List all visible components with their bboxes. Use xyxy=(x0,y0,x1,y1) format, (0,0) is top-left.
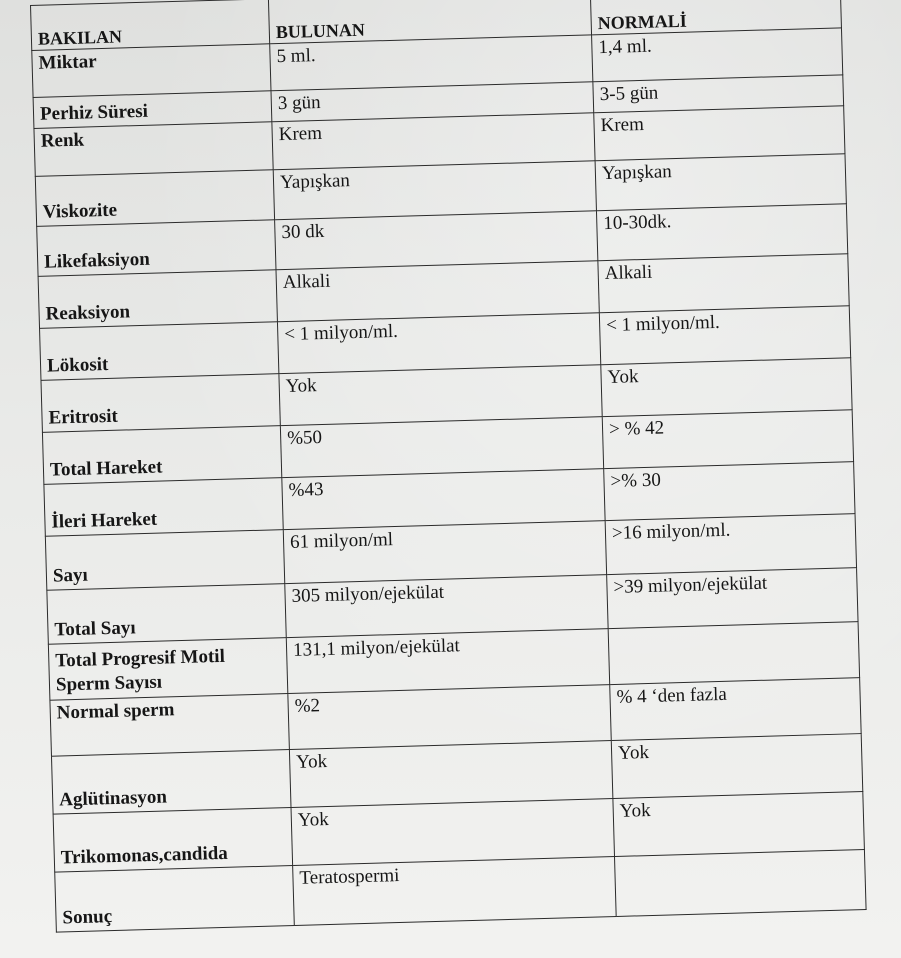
row-found: %2 xyxy=(288,685,611,750)
row-found: Yok xyxy=(291,799,614,866)
row-normal: 10-30dk. xyxy=(596,204,847,261)
row-normal: Yok xyxy=(611,734,863,799)
row-param: Total Progresif Motil Sperm Sayısı xyxy=(48,638,287,701)
row-param: İleri Hareket xyxy=(44,478,283,537)
row-normal: >16 milyon/ml. xyxy=(605,514,856,575)
row-normal: > % 42 xyxy=(602,410,853,469)
row-normal: Yok xyxy=(601,358,852,417)
row-param: Eritrosit xyxy=(41,374,280,433)
row-param: Sonuç xyxy=(55,866,295,933)
row-found: Krem xyxy=(272,113,595,170)
row-param: Renk xyxy=(34,122,273,177)
row-found: %43 xyxy=(282,469,605,530)
row-found: 61 milyon/ml xyxy=(283,521,606,584)
row-normal: Yapışkan xyxy=(595,154,846,211)
row-param: Total Hareket xyxy=(42,426,281,485)
row-found: %50 xyxy=(280,417,603,478)
row-param: Aglütinasyon xyxy=(51,750,291,815)
column-header-normali: NORMALİ xyxy=(590,0,841,35)
row-param: Lökosit xyxy=(40,322,279,381)
row-found: Yok xyxy=(289,741,612,808)
semen-analysis-report xyxy=(30,0,866,933)
row-param: Reaksiyon xyxy=(38,270,277,329)
column-header-bakilan: BAKILAN xyxy=(31,0,270,50)
row-param: Likefaksiyon xyxy=(37,220,276,277)
row-param: Total Sayı xyxy=(47,584,286,645)
row-found: 30 dk xyxy=(275,211,598,270)
column-header-bulunan: BULUNAN xyxy=(268,0,591,44)
row-normal: Alkali xyxy=(598,254,849,313)
row-found: 3 gün xyxy=(271,82,594,122)
row-normal: % 4 ‘den fazla xyxy=(610,678,861,741)
results-table xyxy=(30,0,867,933)
row-param: Miktar xyxy=(32,44,271,98)
row-found: Yok xyxy=(279,365,602,426)
row-normal: Yok xyxy=(613,792,865,857)
row-param: Viskozite xyxy=(35,170,274,227)
row-found: Alkali xyxy=(276,261,599,322)
row-normal: 3-5 gün xyxy=(593,75,844,113)
row-normal xyxy=(608,622,859,685)
row-found: 131,1 milyon/ejekülat xyxy=(286,629,609,694)
row-found: 305 milyon/ejekülat xyxy=(285,575,608,638)
row-normal: < 1 milyon/ml. xyxy=(599,306,850,365)
row-param: Perhiz Süresi xyxy=(33,91,272,129)
row-found: Yapışkan xyxy=(273,161,596,220)
row-param: Trikomonas,candida xyxy=(53,808,293,873)
row-found: Teratospermi xyxy=(293,857,617,926)
row-found: < 1 milyon/ml. xyxy=(277,313,600,374)
row-param: Sayı xyxy=(45,530,284,591)
row-param: Normal sperm xyxy=(50,694,289,757)
row-normal: Krem xyxy=(594,106,845,161)
row-found: 5 ml. xyxy=(270,35,593,91)
row-normal: 1,4 ml. xyxy=(592,28,843,82)
row-normal: >% 30 xyxy=(604,462,855,521)
row-normal: >39 milyon/ejekülat xyxy=(607,568,858,629)
row-normal xyxy=(615,850,867,917)
